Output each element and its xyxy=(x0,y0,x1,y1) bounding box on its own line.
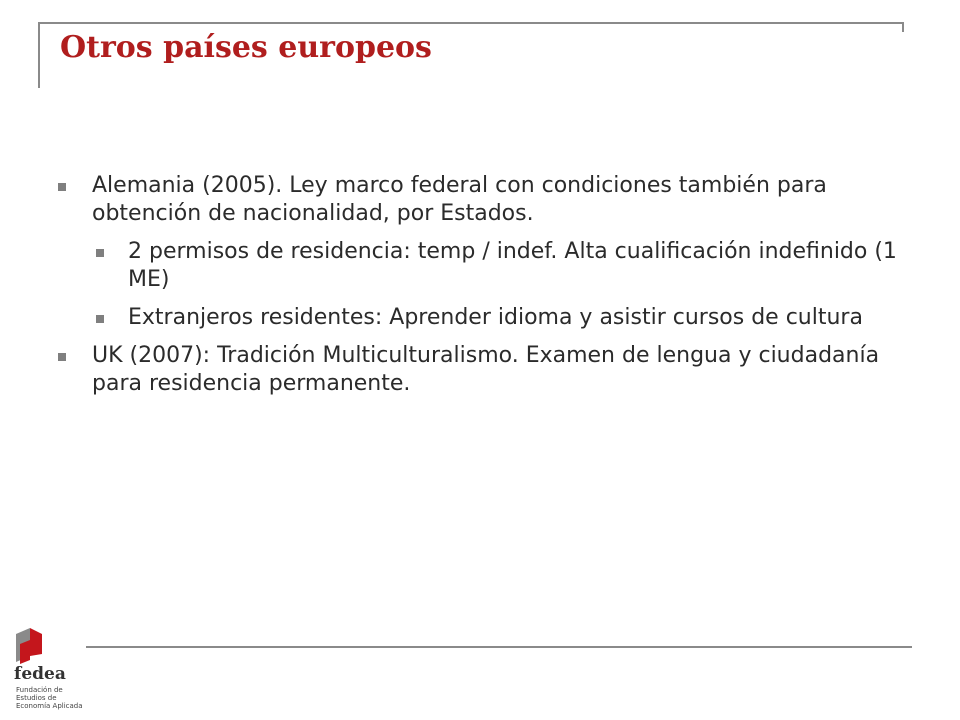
logo-line: Estudios de xyxy=(16,694,57,702)
frame-top-rule xyxy=(40,22,904,24)
bullet-list xyxy=(58,172,908,408)
sub-bullet-item xyxy=(58,238,908,294)
square-bullet-icon xyxy=(96,249,104,257)
frame-left-rule xyxy=(38,22,40,88)
frame-right-rule xyxy=(902,22,904,32)
footer-rule xyxy=(86,646,912,648)
bullet-item xyxy=(58,172,908,228)
logo-line: Economía Aplicada xyxy=(16,702,83,710)
bullet-text: Alemania (2005). Ley marco federal con condiciones también para obtención de nacionalidad, por Estados. xyxy=(92,173,827,226)
bullet-text: 2 permisos de residencia: temp / indef. Alta cualificación indefinido (1 ME) xyxy=(128,239,897,292)
logo-wordmark: fedea xyxy=(14,664,66,684)
bullet-item xyxy=(58,342,908,398)
square-bullet-icon xyxy=(58,353,66,361)
square-bullet-icon xyxy=(58,183,66,191)
slide-title: Otros países europeos xyxy=(60,30,432,65)
logo-subtitle xyxy=(16,686,86,710)
bullet-text: UK (2007): Tradición Multiculturalismo. Examen de lengua y ciudadanía para residencia permanente. xyxy=(92,343,880,396)
bullet-text: Extranjeros residentes: Aprender idioma y asistir cursos de cultura xyxy=(128,305,863,330)
square-bullet-icon xyxy=(96,315,104,323)
sub-bullet-item xyxy=(58,304,908,332)
logo-line: Fundación de xyxy=(16,686,63,694)
